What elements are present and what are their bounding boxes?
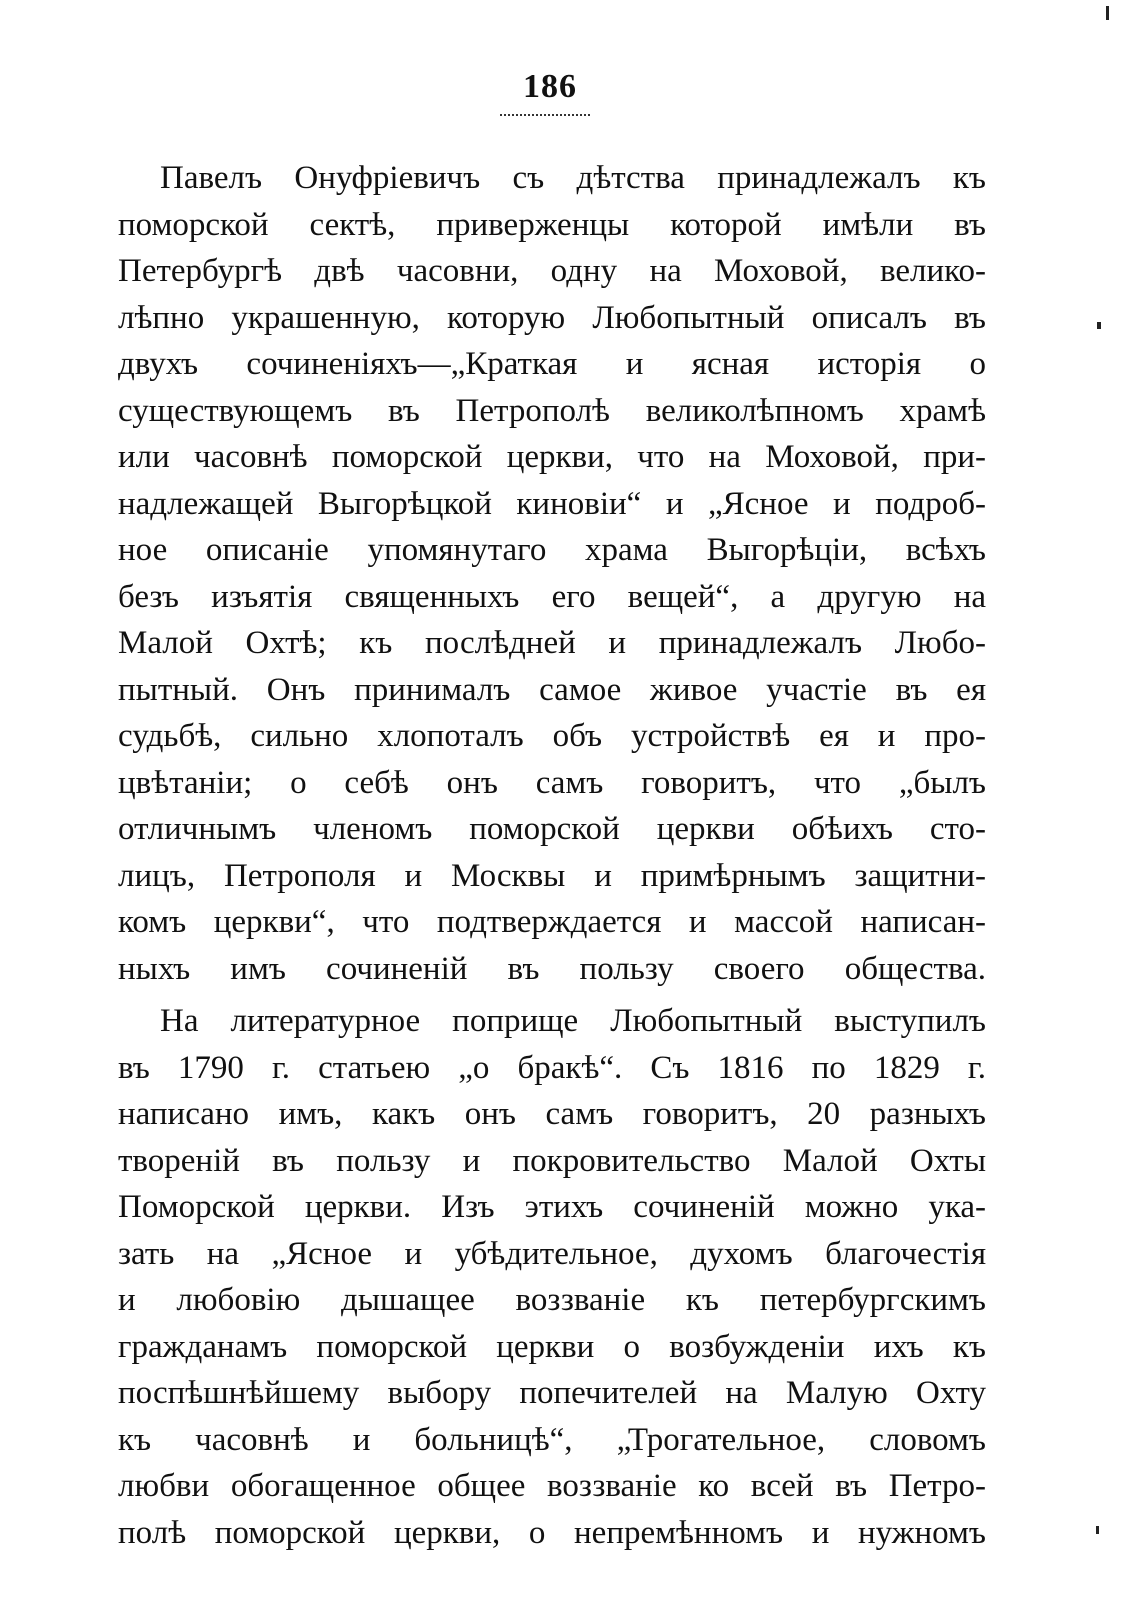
text-line: лицъ, Петрополя и Москвы и примѣрнымъ защитни- [118,857,986,894]
text-line: или часовнѣ поморской церкви, что на Моховой, при- [118,439,986,475]
scan-speck [1096,1526,1099,1534]
page-number: 186 [523,68,577,105]
text-line: гражданамъ поморской церкви о возбужденіи ихъ къ [118,1328,986,1365]
text-line: ное описаніе упомянутаго храма Выгорѣціи, всѣхъ [118,532,986,568]
text-line: цвѣтаніи; о себѣ онъ самъ говоритъ, что „былъ [118,764,986,801]
text-line: судьбѣ, сильно хлопоталъ объ устройствѣ ея и про- [118,718,986,754]
text-line: къ часовнѣ и больницѣ“, „Трогательное, словомъ [118,1421,986,1458]
text-line: Павелъ Онуфріевичъ съ дѣтства принадлежалъ къ [160,160,986,196]
text-line: и любовію дышащее воззваніе къ петербургскимъ [118,1282,986,1318]
text-line: комъ церкви“, что подтверждается и массой написан- [118,904,986,940]
text-line: Петербургѣ двѣ часовни, одну на Моховой, велико- [118,253,986,289]
scan-speck [1106,6,1109,20]
text-line: въ 1790 г. статьею „о бракѣ“. Съ 1816 по 1829 г. [118,1049,986,1086]
text-line: На литературное поприще Любопытный выступилъ [160,1003,986,1039]
text-line: пытный. Онъ принималъ самое живое участіе въ ея [118,671,986,708]
body-text [118,155,986,1556]
text-line: написано имъ, какъ онъ самъ говоритъ, 20 разныхъ [118,1096,986,1132]
text-line: любви обогащенное общее воззваніе ко всей въ Петро- [118,1468,986,1504]
text-line: двухъ сочиненіяхъ—„Краткая и ясная исторія о [118,346,986,382]
paragraph-2 [118,998,986,1556]
text-line: лѣпно украшенную, которую Любопытный описалъ въ [118,299,986,336]
scan-speck [1097,322,1101,329]
text-line: отличнымъ членомъ поморской церкви обѣихъ сто- [118,811,986,847]
text-line: ныхъ имъ сочиненій въ пользу своего общества. [118,950,986,987]
text-line: поморской сектѣ, приверженцы которой имѣли въ [118,206,986,243]
text-line: существующемъ въ Петрополѣ великолѣпномъ храмѣ [118,392,986,429]
text-line: твореній въ пользу и покровительство Малой Охты [118,1142,986,1179]
page-number-rule [500,114,590,116]
text-line: зать на „Ясное и убѣдительное, духомъ благочестія [118,1235,986,1272]
paragraph-1 [118,155,986,992]
text-line: безъ изъятія священныхъ его вещей“, а другую на [118,578,986,615]
text-line: поспѣшнѣйшему выбору попечителей на Малую Охту [118,1375,986,1411]
text-line: полѣ поморской церкви, о непремѣнномъ и нужномъ [118,1514,986,1551]
text-line: надлежащей Выгорѣцкой киновіи“ и „Ясное и подроб- [118,485,986,522]
text-line: Малой Охтѣ; къ послѣдней и принадлежалъ Любо- [118,625,986,661]
text-line: Поморской церкви. Изъ этихъ сочиненій можно ука- [118,1189,986,1225]
